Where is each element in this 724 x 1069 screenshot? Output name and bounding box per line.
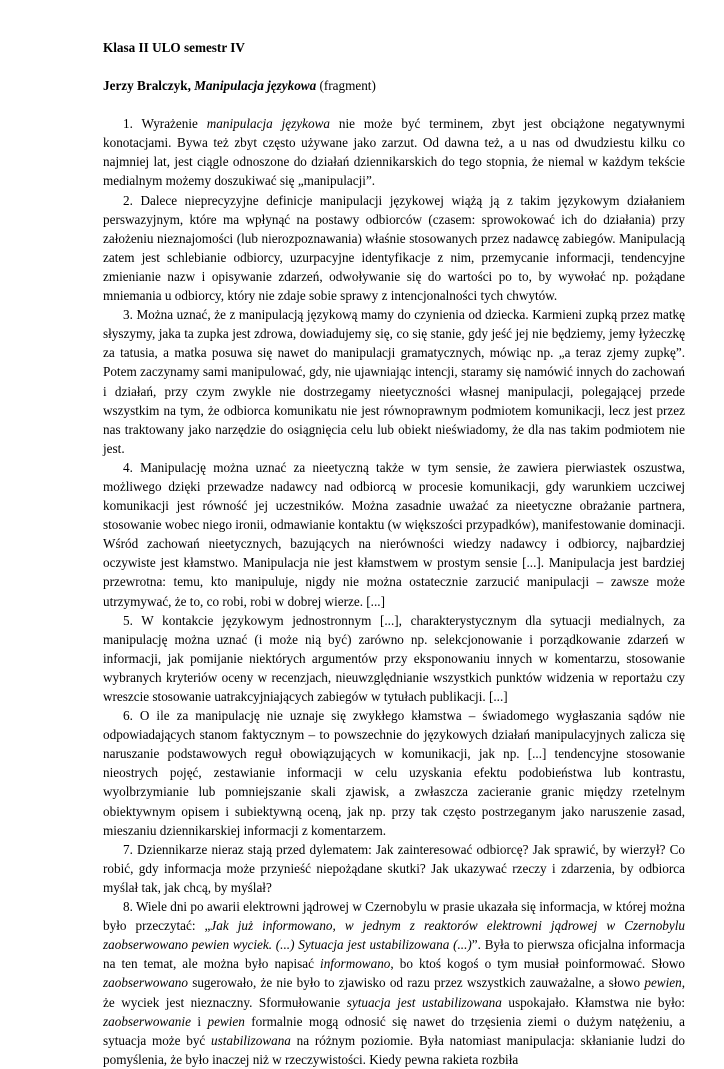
- paragraph-6: [103, 706, 685, 840]
- fragment-note: (fragment): [319, 78, 376, 94]
- text-run: 1. Wyrażenie: [123, 116, 207, 132]
- text-run: , że wyciek jest nieznaczny. Sformułowanie: [103, 975, 685, 1010]
- text-run: uspokajało. Kłamstwa nie było:: [501, 994, 686, 1010]
- paragraph-7: [103, 840, 685, 897]
- text-run: sugerowało, że nie było to zjawisko od razu przez wszystkich zauważalne, a słowo: [188, 975, 645, 991]
- document-body: [103, 114, 685, 1069]
- text-run: formalnie mogą odnosić się nawet do trzęsienia ziemi o dużym natężeniu, a sytuacja może być: [103, 1013, 685, 1048]
- text-run: 2. Dalece nieprecyzyjne definicje manipulacji językowej wiążą ją z takim językowym działaniem perswazyjnym, które ma wpłynąć na postawy odbiorców (czasem: sprowokować ich do działania) przy założeniu nieznajomości (lub nierozpoznawania) właśnie stosowanych przez nadawcę zabiegów. Manipulacją zatem jest schlebianie odbiorcy, uzurpacyjne identyfikacje z nim, przemycanie informacji, tendencyjne zmienianie nazw i opisywanie zdarzeń, odwoływanie się do wartości po to, by wywołać np. pożądane mniemania u odbiorcy, który nie zdaje sobie sprawy z intencjonalności tych chwytów.: [103, 192, 685, 304]
- italic-phrase: ustabilizowana: [211, 1032, 291, 1048]
- text-run: na różnym poziomie. Była natomiast manipulacja: skłanianie ludzi do pomyślenia, że było inaczej niż w rzeczywistości. Kiedy pewna rakieta rozbiła: [103, 1032, 685, 1067]
- text-run: 6. O ile za manipulację nie uznaje się zwykłego kłamstwa – świadomego wygłaszania sądów nie odpowiadających stanom faktycznym – to powszechnie do językowych działań manipulacyjnych zalicza się naruszanie podstawowych reguł obowiązujących w komunikacji, jak np. [...] tendencyjne stosowanie nieostrych pojęć, zestawianie informacji w celu uzyskania efektu podobieństwa lub kontrastu, wyolbrzymianie lub pomniejszanie skali zjawisk, a zwłaszcza zacieranie granic między rzetelnym obiektywnym opisem i subiektywną oceną, jak np. przy tak często postrzeganym jako naruszenie zasad, mieszaniu dziennikarskiej informacji z komentarzem.: [103, 708, 685, 838]
- text-run: nie może być terminem, zbyt jest obciążone negatywnymi konotacjami. Bywa też zbyt często używane jako zarzut. Od dawna też, a u nas od dwudziestu kilku co najmniej lat, jest ciągle odnoszone do działań dziennikarskich do tego stopnia, że niemal w każdym tekście medialnym możemy doszukiwać się „manipulacji”.: [103, 116, 686, 189]
- italic-phrase: informowano: [320, 956, 391, 972]
- text-run: 5. W kontakcie językowym jednostronnym [...], charakterystycznym dla sytuacji medialnych, za manipulację można uznać (i może nią być) zarówno np. selekcjonowanie i porządkowanie zdarzeń w informacji, jak pomijanie niektórych argumentów przy eksponowaniu innych w komentarzu, stosowanie wybranych kryteriów oceny w recenzjach, nieuwzględnianie wszystkich punktów widzenia w reportażu czy wreszcie stosowanie uatrakcyjniających zabiegów w tytułach publikacji. [...]: [103, 612, 685, 704]
- author-line: [103, 76, 685, 95]
- author-name: Jerzy Bralczyk,: [103, 78, 191, 94]
- text-run: ”. Była to pierwsza oficjalna informacja na ten temat, ale można było napisać: [103, 937, 685, 972]
- paragraph-3: [103, 305, 685, 458]
- text-run: , bo ktoś kogoś o tym musiał poinformować. Słowo: [390, 956, 685, 972]
- text-run: 3. Można uznać, że z manipulacją językową mamy do czynienia od dziecka. Karmieni zupką przez matkę słyszymy, jaka ta zupka jest zdrowa, dowiadujemy się, co się stanie, gdy jeść jej nie będziemy, jemy łyżeczkę za tatusia, a matka posuwa się nawet do manipulacji gramatycznych, mówiąc np. „a teraz zjemy zupkę”. Potem zaczynamy sami manipulować, gdy, nie ujawniając intencji, staramy się namówić innych do zachowań i działań, przy czym zwykle nie dostrzegamy nieetyczności własnej manipulacji, polegającej przede wszystkim na tym, że odbiorca komunikatu nie jest równoprawnym podmiotem komunikacji, lecz jest przez nas traktowany jako narzędzie do osiągnięcia celu lub obiekt nieświadomy, że dla nas takim podmiotem nie jest.: [103, 307, 685, 456]
- italic-phrase: zaobserwowanie: [103, 1013, 191, 1029]
- text-run: 4. Manipulację można uznać za nieetyczną także w tym sensie, że zawiera pierwiastek oszustwa, możliwego dzięki przewadze nadawcy nad odbiorcą w procesie komunikacji, gdy warunkiem uczciwej komunikacji jest równość jej uczestników. Można zasadnie uważać za nieetyczne obrażanie partnera, stosowanie wobec niego ironii, odmawianie kontaktu (w większości przypadków), manifestowanie dominacji. Wśród zachowań nieetycznych, bazujących na nierówności wiedzy nadawcy i odbiorcy, najbardziej oczywiste jest kłamstwo. Manipulacja nie jest kłamstwem w prostym sensie [...]. Manipulacja jest bardziej przewrotna: temu, kto manipuluje, nigdy nie można ostatecznie zarzucić manipulacji – zawsze może utrzymywać, że to, co robi, robi w dobrej wierze. [...]: [103, 459, 685, 609]
- italic-phrase: zaobserwowano: [103, 975, 188, 991]
- italic-phrase: Jak już informowano, w jednym z reaktorów elektrowni jądrowej w Czernobylu zaobserwowano pewien wyciek. (...) Sytuacja jest ustabilizowana (...): [103, 918, 685, 953]
- italic-phrase: pewien: [207, 1013, 245, 1029]
- work-title: Manipulacja językowa: [194, 78, 317, 94]
- paragraph-4: [103, 458, 685, 611]
- italic-phrase: sytuacja jest ustabilizowana: [346, 994, 502, 1010]
- document-page: [103, 38, 685, 1069]
- italic-phrase: manipulacja językowa: [206, 116, 330, 132]
- text-run: i: [190, 1013, 208, 1029]
- italic-phrase: pewien: [644, 975, 682, 991]
- paragraph-2: [103, 191, 685, 306]
- paragraph-1: [103, 114, 685, 190]
- text-run: 8. Wiele dni po awarii elektrowni jądrowej w Czernobylu w prasie ukazała się informacja, w której można było przeczytać: „: [103, 899, 685, 934]
- paragraph-8: [103, 897, 685, 1069]
- paragraph-5: [103, 611, 685, 706]
- document-heading: Klasa II ULO semestr IV: [103, 40, 245, 55]
- text-run: 7. Dziennikarze nieraz stają przed dylematem: Jak zainteresować odbiorcę? Jak sprawić, by wierzył? Co robić, gdy informacja może przynieść niepożądane skutki? Jak ukazywać rzeczy i zdarzenia, by odbiorca myślał tak, jak chcą, by myślał?: [103, 841, 685, 895]
